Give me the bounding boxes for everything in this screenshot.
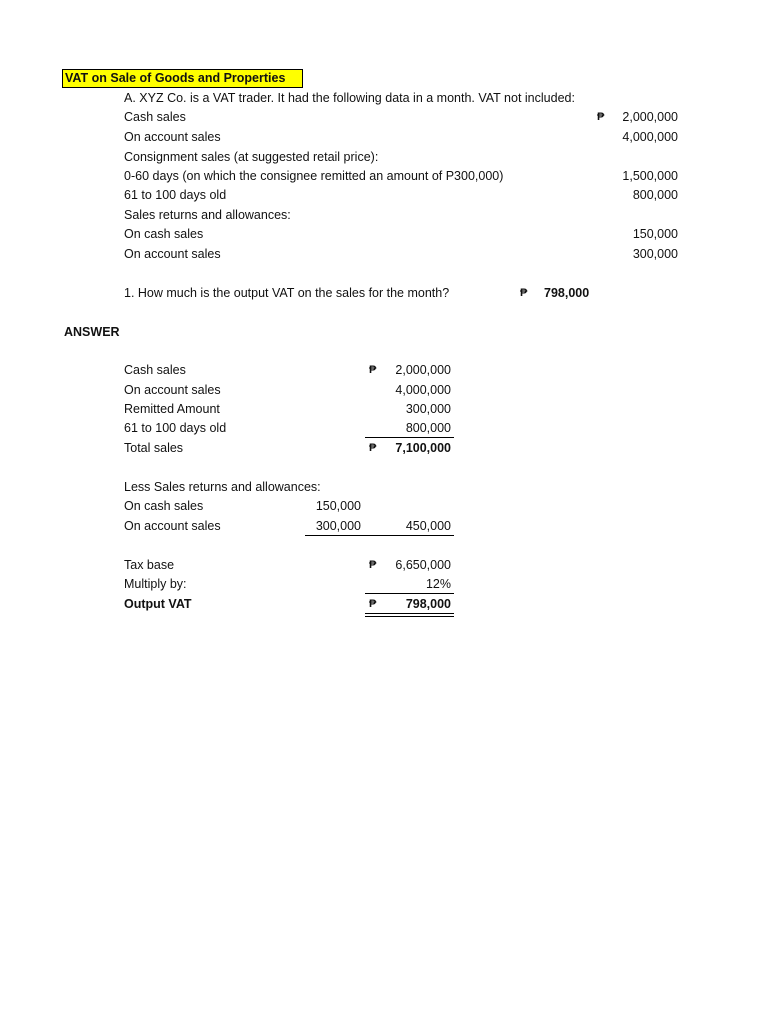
list-item-value: 150,000 [632, 227, 678, 241]
list-item-value: 300,000 [405, 402, 451, 416]
multiply-value: 12% [425, 577, 451, 591]
list-item-value: 4,000,000 [395, 383, 451, 397]
list-item-value: 800,000 [405, 421, 451, 435]
question-text: 1. How much is the output VAT on the sales for the month? [124, 286, 450, 300]
list-item-label: Remitted Amount [124, 402, 220, 416]
list-item-label: On account sales [124, 130, 221, 144]
double-underline-top [365, 613, 454, 614]
total-sales-label: Total sales [124, 441, 184, 455]
list-item-value: 2,000,000 [622, 110, 678, 124]
multiply-label: Multiply by: [124, 577, 187, 591]
total-sales-value: 7,100,000 [395, 441, 451, 455]
list-item-label: Cash sales [124, 110, 186, 124]
problem-intro: A. XYZ Co. is a VAT trader. It had the following data in a month. VAT not included: [124, 91, 575, 105]
less-heading: Less Sales returns and allowances: [124, 480, 321, 494]
list-item-label: On cash sales [124, 499, 204, 513]
list-item-label: On cash sales [124, 227, 204, 241]
list-item-label: 61 to 100 days old [124, 421, 227, 435]
list-item-label: Cash sales [124, 363, 186, 377]
list-item-value: 300,000 [315, 519, 361, 533]
list-item-label: Consignment sales (at suggested retail price): [124, 150, 379, 164]
tax-base-value: 6,650,000 [395, 558, 451, 572]
list-item-value: 300,000 [632, 247, 678, 261]
returns-total-value: 450,000 [405, 519, 451, 533]
returns-underline [305, 535, 454, 536]
list-item-label: Sales returns and allowances: [124, 208, 291, 222]
peso-sign: ₱ [520, 287, 528, 299]
tax-base-label: Tax base [124, 558, 175, 572]
peso-sign: ₱ [369, 364, 377, 376]
list-item-label: 61 to 100 days old [124, 188, 227, 202]
section-title: VAT on Sale of Goods and Properties [62, 69, 303, 88]
list-item-label: On account sales [124, 519, 221, 533]
list-item-value: 800,000 [632, 188, 678, 202]
peso-sign: ₱ [369, 598, 377, 610]
list-item-value: 2,000,000 [395, 363, 451, 377]
list-item-label: 0-60 days (on which the consignee remitted an amount of P300,000) [124, 169, 504, 183]
double-underline-bottom [365, 616, 454, 617]
output-vat-value: 798,000 [405, 597, 451, 611]
subtotal-underline [365, 437, 454, 438]
list-item-value: 4,000,000 [622, 130, 678, 144]
peso-sign: ₱ [369, 559, 377, 571]
question-answer-value: 798,000 [544, 286, 590, 300]
list-item-value: 1,500,000 [622, 169, 678, 183]
list-item-label: On account sales [124, 383, 221, 397]
list-item-value: 150,000 [315, 499, 361, 513]
output-vat-label: Output VAT [124, 597, 192, 611]
peso-sign: ₱ [597, 111, 605, 123]
peso-sign: ₱ [369, 442, 377, 454]
rate-underline [365, 593, 454, 594]
list-item-label: On account sales [124, 247, 221, 261]
answer-heading: ANSWER [64, 325, 120, 339]
